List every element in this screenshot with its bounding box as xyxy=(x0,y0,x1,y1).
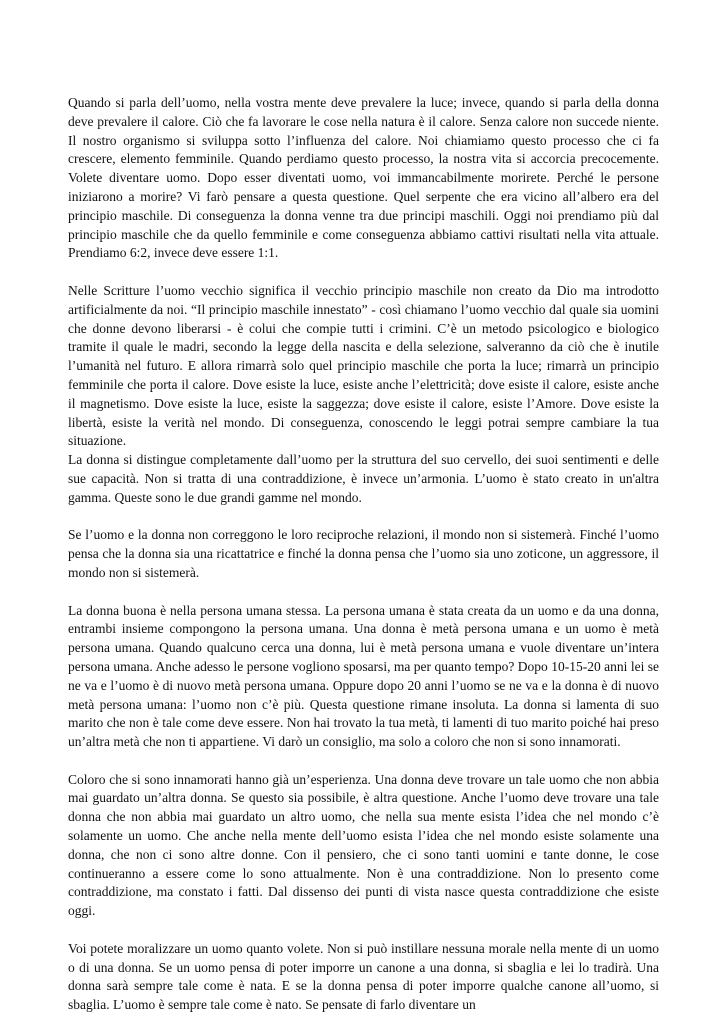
document-page xyxy=(68,94,659,1034)
paragraph-moralize: Voi potete moralizzare un uomo quanto volete. Non si può instillare nessuna morale nella mente di un uomo o di una donna. Se un uomo pensa di poter imporre un canone a una donna, si sbaglia e lei lo tradirà. Una donna sarà sempre tale come è nata. E se la donna pensa di poter imporre qualche canone all’uomo, si sbaglia. L’uomo è sempre tale come è nato. Se pensate di farlo diventare un xyxy=(68,940,659,1013)
paragraph-old-man: Nelle Scritture l’uomo vecchio significa il vecchio principio maschile non creato da Dio ma introdotto artificialmente da noi. “Il principio maschile innestato” - così chiamano l’uomo vecchio dal quale sia uomini che donne devono liberarsi - è colui che compie tutti i crimini. C’è un metodo psicologico e biologico tramite il quale le madri, secondo la legge della nascita e della selezione, salveranno da ciò che è inutile l’umanità nel futuro. E allora rimarrà solo quel principio maschile che porta la luce; rimarrà un principio femminile che porta il calore. Dove esiste la luce, esiste anche l’elettricità; dove esiste il calore, esiste anche il magnetismo. Dove esiste la luce, esiste la saggezza; dove esiste il calore, esiste l’Amore. Dove esiste la libertà, esiste la verità nel mondo. Di conseguenza, conoscendo le leggi potrai sempre cambiare la tua situazione. xyxy=(68,282,659,449)
paragraph-relations: Se l’uomo e la donna non correggono le loro reciproche relazioni, il mondo non si sistemerà. Finché l’uomo pensa che la donna sia una ricattatrice e finché la donna pensa che l’uomo sia uno zoticone, un aggressore, il mondo non si sistemerà. xyxy=(68,527,659,580)
paragraph-in-love: Coloro che si sono innamorati hanno già un’esperienza. Una donna deve trovare un tale uomo che non abbia mai guardato un’altra donna. Se questo sia possibile, è altra questione. Anche l’uomo deve trovare una tale donna che non abbia mai guardato un altro uomo, che nella sua mente esista l’idea che nel mondo c’è solamente un uomo. Che anche nella mente dell’uomo esista l’idea che nel mondo esiste solamente una donna, che non ci sono altre donne. Con il pensiero, che ci sono tanti uomini e tante donne, le cose continueranno a essere come lo sono attualmente. Non è una contraddizione. Non lo presento come contraddizione, ma constato i fatti. Dal dissenso dei punti di vista nasce questa contraddizione che esiste oggi. xyxy=(68,771,659,919)
paragraph-woman-brain: La donna si distingue completamente dall’uomo per la struttura del suo cervello, dei suoi sentimenti e delle sue capacità. Non si tratta di una contraddizione, è invece un’armonia. L’uomo è stato creato in un'altra gamma. Queste sono le due grandi gamme nel mondo. xyxy=(68,452,659,505)
paragraph-good-woman: La donna buona è nella persona umana stessa. La persona umana è stata creata da un uomo e da una donna, entrambi insieme compongono la persona umana. Una donna è metà persona umana e un uomo è metà persona umana. Quando qualcuno cerca una donna, lui è metà persona umana e vuole diventare un’intera persona umana. Anche adesso le persone vogliono sposarsi, ma per quanto tempo? Dopo 10-15-20 anni lei se ne va e l’uomo è di nuovo metà persona umana. Oppure dopo 20 anni l’uomo se ne va e la donna è di nuovo metà persona umana: l’uomo non c’è più. Questa questione rimane insoluta. La donna si lamenta di suo marito che non è tale come deve essere. Non hai trovato la tua metà, ti lamenti di tuo marito poiché hai preso un’altra metà che non ti appartiene. Vi darò un consiglio, ma solo a coloro che non si sono innamorati. xyxy=(68,602,659,750)
paragraph-light-and-warmth: Quando si parla dell’uomo, nella vostra mente deve prevalere la luce; invece, quando si parla della donna deve prevalere il calore. Ciò che fa lavorare le cose nella natura è il calore. Senza calore non succede niente. Il nostro organismo si sviluppa sotto l’influenza del calore. Noi chiamiamo questo processo che ci fa crescere, elemento femminile. Quando perdiamo questo processo, la nostra vita si accorcia precocemente. Volete diventare uomo. Dopo esser diventati uomo, voi immancabilmente morirete. Perché le persone iniziarono a morire? Vi farò pensare a questa questione. Quel serpente che era vicino all’albero era del principio maschile. Di conseguenza la donna venne tra due principi maschili. Oggi noi prendiamo più dal principio maschile che da quello femminile e come conseguenza abbiamo cattivi risultati nella vita attuale. Prendiamo 6:2, invece deve essere 1:1. xyxy=(68,95,659,261)
